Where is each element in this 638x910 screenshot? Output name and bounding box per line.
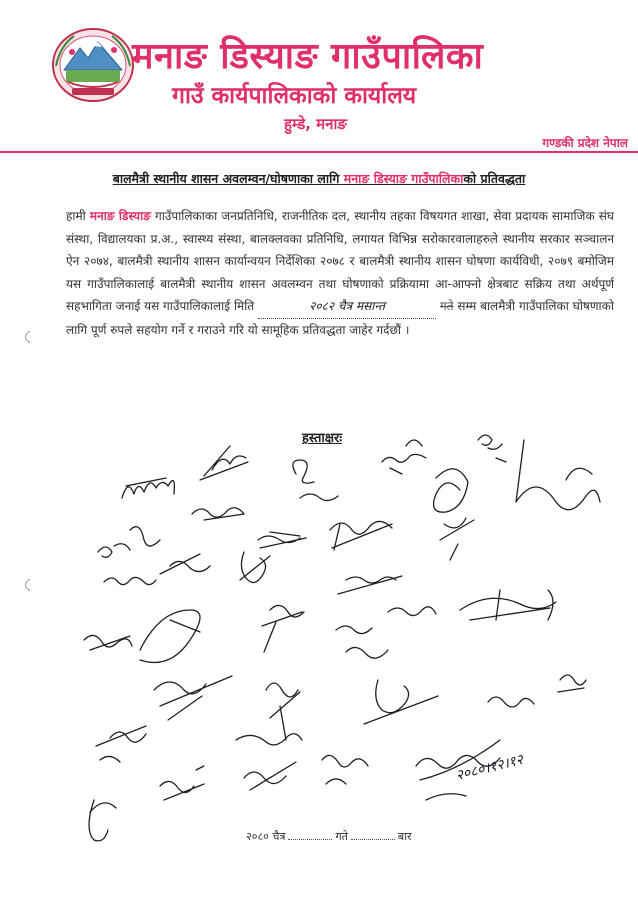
- signature: [160, 554, 210, 574]
- body-highlight: मनाङ डिस्याङ: [89, 209, 151, 223]
- signature: [330, 521, 392, 550]
- signature: [364, 680, 438, 724]
- signature: [293, 460, 338, 501]
- signature: [98, 527, 160, 558]
- signature: [236, 734, 302, 790]
- footer-weekday-label: बार: [397, 830, 412, 843]
- signature: [104, 577, 156, 584]
- heading-highlight: मनाङ डिस्याङ गाउँपालिका: [343, 171, 464, 186]
- signature: [322, 755, 368, 784]
- struck-word: गते: [439, 299, 454, 314]
- footer-month: चैत्र: [272, 830, 286, 843]
- signature: [89, 800, 116, 841]
- body-text-2: सम्म बालमैत्री गाउँपालिका घोषणाको लागि पूर्ण रुपले सहयोग गर्ने र गराउने गरि यो सामूहिक प्रतिवद्धता जाहेर गर्दछौं ।: [66, 299, 614, 337]
- signature: [388, 607, 436, 616]
- signature: [434, 469, 474, 560]
- signature: [200, 446, 248, 480]
- signature: [192, 508, 244, 520]
- signature: [488, 697, 534, 707]
- signature: [266, 683, 300, 740]
- heading-text-2: को प्रतिवद्धता: [463, 171, 526, 186]
- signature: [258, 532, 306, 548]
- signature: [558, 675, 586, 692]
- signature: [240, 552, 270, 583]
- handwritten-signature-date: २०८०।१२।१२: [454, 751, 525, 785]
- municipality-title: मनाङ डिस्याङ गाउँपालिका: [132, 36, 484, 77]
- signature: [262, 605, 304, 652]
- signature: [160, 766, 204, 800]
- signatures-label: हस्ताक्षरः: [302, 431, 343, 446]
- signature: [478, 435, 506, 462]
- heading-text-1: बालमैत्री स्थानीय शासन अवलम्वन/घोषणाका लागि: [112, 171, 344, 186]
- day-blank: [288, 839, 332, 840]
- province-name: गण्डकी प्रदेश नेपाल: [542, 136, 628, 150]
- signature: [460, 590, 556, 620]
- signature: [140, 610, 200, 663]
- signature: [154, 676, 232, 720]
- signature: [338, 576, 402, 594]
- weekday-blank: [351, 839, 395, 840]
- handwritten-date-field: २०८२ चैत्र मसान्त: [258, 295, 436, 319]
- signature: [516, 440, 600, 510]
- office-location: हुम्डे, मनाङ: [284, 115, 347, 133]
- signature: [122, 478, 174, 498]
- signature: [336, 626, 388, 658]
- footer-year: २०८०: [246, 830, 269, 843]
- body-text-1: गाउँपालिकाका जनप्रतिनिधि, राजनीतिक दल, स्थानीय तहका विषयगत शाखा, सेवा प्रदायक सामाजिक संघ संस्था, विद्यालयका प्र.अ., स्वास्थ्य संस्था, बालक्लवका प्रतिनिधि, लगायत विभिन्न सरोकारवालाहरुले स्थानीय सरकार सञ्चालन ऐन २०७४, बालमैत्री स्थानीय शासन कार्यान्वयन निर्देशिका २०७८ र बालमैत्री स्थानीय शासन घोषणा कार्यविधी, २०७९ बमोजिम यस गाउँपालिकालाई बालमैत्री स्थानीय शासन अवलम्वन तथा घोषणाको प्रक्रियामा आ-आफ्नो क्षेत्रबाट सक्रिय तथा अर्थपूर्ण सहभागिता जनाई यस गाउँपालिकालाई मिति: [66, 209, 614, 314]
- footer-day-label: गते: [335, 830, 348, 843]
- office-title: गाउँ कार्यपालिकाको कार्यालय: [172, 83, 417, 109]
- footer-date-line: [246, 829, 412, 844]
- signature: [96, 726, 146, 762]
- signature: [382, 440, 426, 474]
- signature: [84, 635, 132, 650]
- body-lead: हामी: [66, 209, 90, 223]
